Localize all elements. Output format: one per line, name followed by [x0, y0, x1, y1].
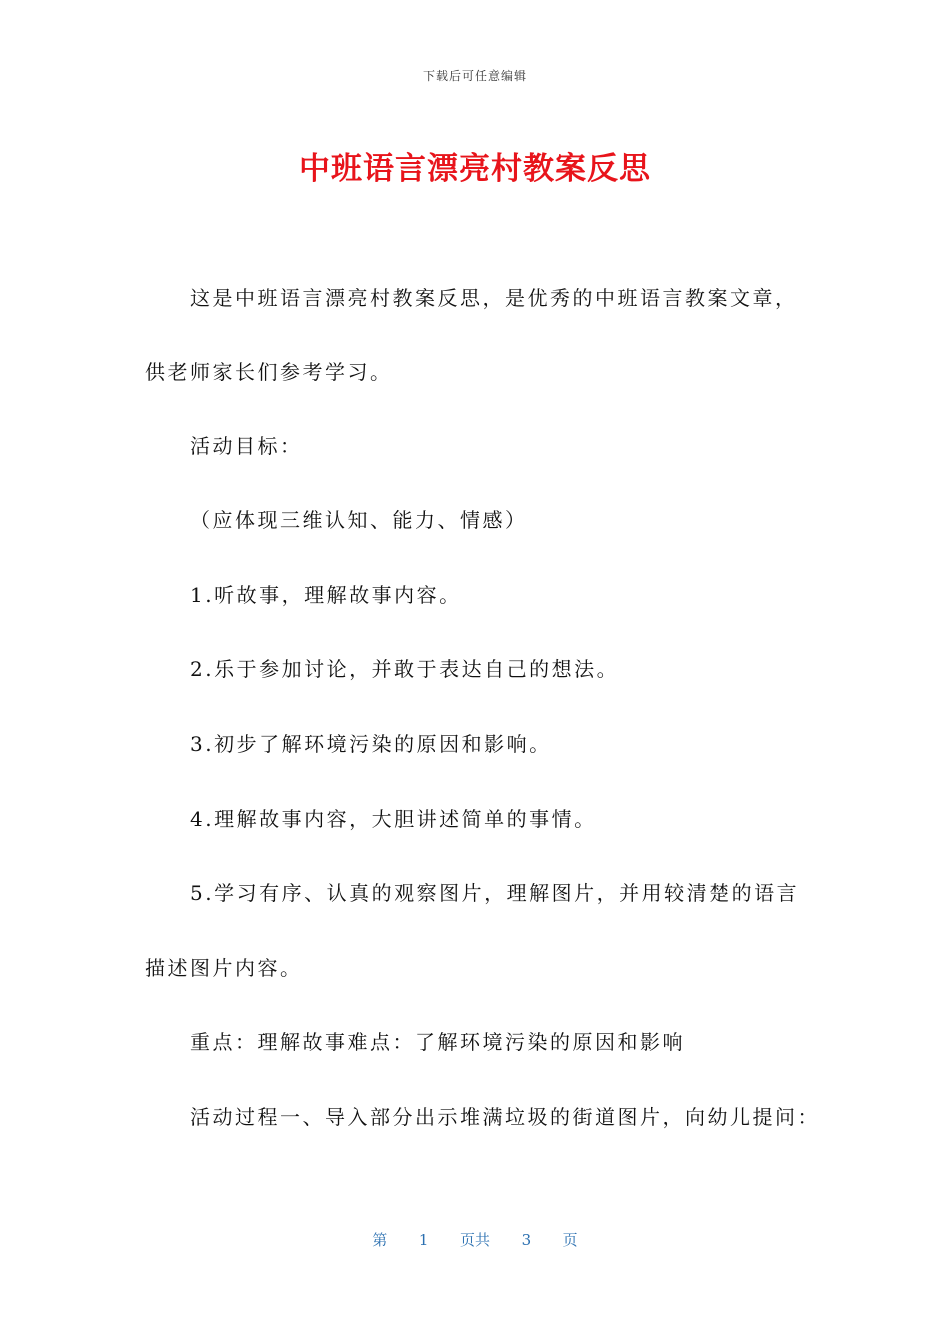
paragraph-objective-5: 5.学习有序、认真的观察图片，理解图片，并用较清楚的语言 [190, 881, 800, 905]
paragraph-intro-continued: 供老师家长们参考学习。 [145, 360, 393, 384]
paragraph-objectives-heading: 活动目标： [190, 434, 303, 458]
footer-label-page: 第 [372, 1231, 388, 1249]
footer-total-pages: 3 [521, 1231, 532, 1249]
paragraph-objective-3: 3.初步了解环境污染的原因和影响。 [190, 732, 552, 756]
paragraph-objective-5-continued: 描述图片内容。 [145, 956, 303, 980]
header-note: 下载后可任意编辑 [422, 69, 527, 83]
paragraph-key-points: 重点：理解故事难点：了解环境污染的原因和影响 [190, 1030, 685, 1054]
footer-label-end: 页 [562, 1231, 578, 1249]
paragraph-objective-2: 2.乐于参加讨论，并敢于表达自己的想法。 [190, 657, 620, 681]
paragraph-objective-1: 1.听故事，理解故事内容。 [190, 583, 462, 607]
footer-label-of: 页共 [459, 1231, 490, 1249]
footer-current-page: 1 [418, 1231, 429, 1249]
paragraph-activity-process: 活动过程一、导入部分出示堆满垃圾的街道图片，向幼儿提问： [190, 1105, 820, 1129]
page-footer [0, 1229, 950, 1250]
paragraph-objective-4: 4.理解故事内容，大胆讲述简单的事情。 [190, 807, 597, 831]
paragraph-objectives-note: （应体现三维认知、能力、情感） [190, 508, 528, 532]
document-title: 中班语言漂亮村教案反思 [299, 151, 651, 187]
paragraph-intro: 这是中班语言漂亮村教案反思，是优秀的中班语言教案文章， [190, 286, 798, 310]
